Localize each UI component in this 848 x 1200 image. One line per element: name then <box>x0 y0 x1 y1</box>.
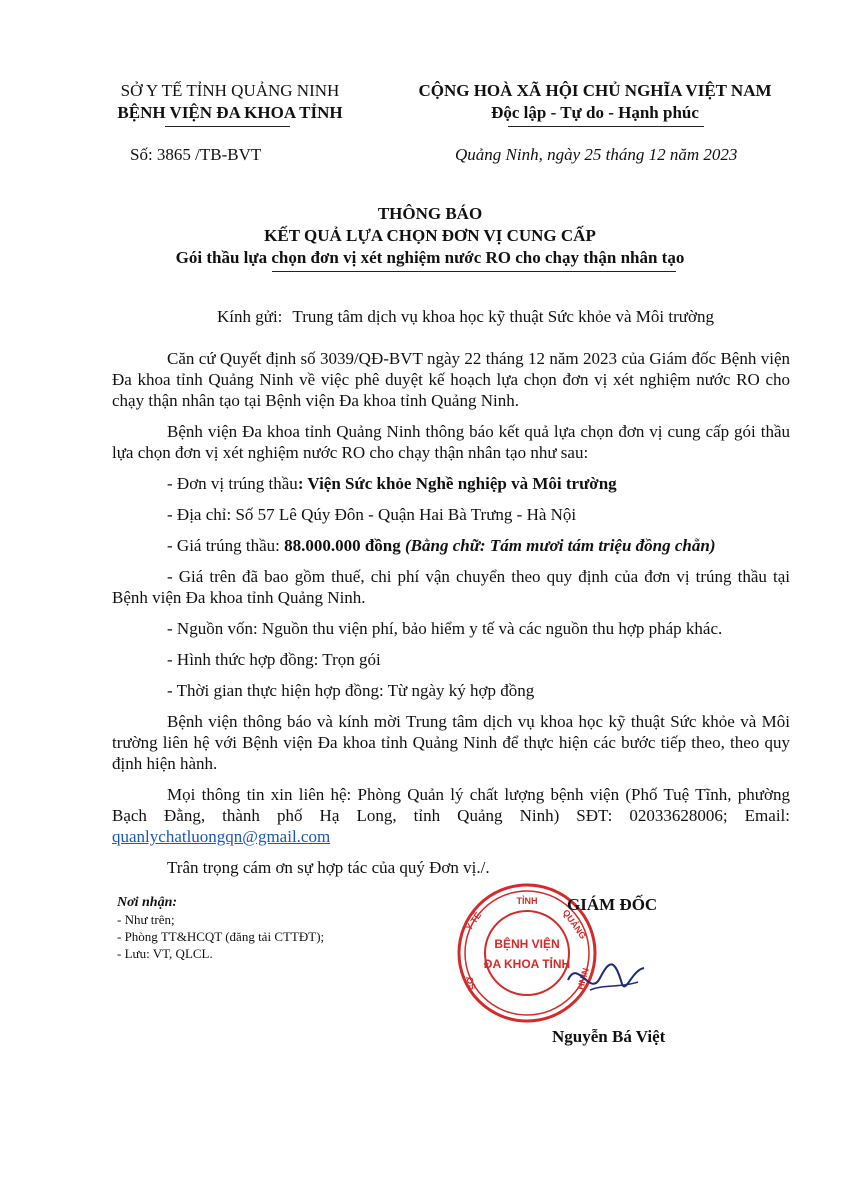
price-note-item: - Giá trên đã bao gồm thuế, chi phí vận chuyển theo quy định của đơn vị trúng thầu tại Bệnh viện Đa khoa tỉnh Quảng Ninh. <box>112 567 790 607</box>
title-line-3: Gói thầu lựa chọn đơn vị xét nghiệm nước RO cho chạy thận nhân tạo <box>175 248 685 267</box>
price-in-words: (Bằng chữ: Tám mươi tám triệu đồng chẵn) <box>400 536 716 555</box>
winner-item <box>112 473 790 494</box>
signer-name: Nguyễn Bá Việt <box>552 1027 666 1046</box>
svg-text:Y TẾ: Y TẾ <box>463 910 484 933</box>
price-value: 88.000.000 đồng <box>284 536 401 555</box>
document-number: Số: 3865 /TB-BVT <box>130 145 262 164</box>
contract-form-item: - Hình thức hợp đồng: Trọn gói <box>167 650 381 669</box>
svg-text:QUẢNG: QUẢNG <box>560 907 589 941</box>
paragraph-invitation: Bệnh viện thông báo và kính mời Trung tâm dịch vụ khoa học kỹ thuật Sức khỏe và Môi trường liên hệ với Bệnh viện Đa khoa tỉnh Quảng Ninh để thực hiện các bước tiếp theo, theo quy định hiện hành. <box>112 712 790 773</box>
contact-text: Mọi thông tin xin liên hệ: Phòng Quản lý chất lượng bệnh viện (Phố Tuệ Tĩnh, phường Bạch Đằng, thành phố Hạ Long, tỉnh Quảng Ninh) SĐT: 02033628006; Email: <box>112 785 790 825</box>
org-line-1: SỞ Y TẾ TỈNH QUẢNG NINH <box>120 81 340 100</box>
recipient-item: - Lưu: VT, QLCL. <box>117 946 213 961</box>
recipients-block <box>117 894 324 962</box>
title-line-1: THÔNG BÁO <box>377 204 483 223</box>
paragraph-announcement: Bệnh viện Đa khoa tỉnh Quảng Ninh thông báo kết quả lựa chọn đơn vị cung cấp gói thầu lựa chọn đơn vị xét nghiệm nước RO cho chạy thận nhân tạo như sau: <box>112 422 790 462</box>
title-underline <box>272 271 676 272</box>
contact-email-link[interactable]: quanlychatluongqn@gmail.com <box>112 827 331 846</box>
nation-line-2: Độc lập - Tự do - Hạnh phúc <box>491 103 699 122</box>
price-label: - Giá trúng thầu: <box>167 536 285 555</box>
svg-text:BỆNH VIỆN: BỆNH VIỆN <box>494 937 560 951</box>
motto-underline <box>508 126 704 127</box>
contract-time-item: - Thời gian thực hiện hợp đồng: Từ ngày ký hợp đồng <box>167 681 535 700</box>
director-signature <box>560 950 650 1010</box>
document-title <box>60 203 800 269</box>
recipient-item: - Phòng TT&HCQT (đăng tải CTTĐT); <box>117 929 325 944</box>
svg-text:NINH: NINH <box>575 966 591 991</box>
svg-text:SỞ: SỞ <box>464 974 479 992</box>
price-item <box>112 535 790 556</box>
paragraph-thanks: Trân trọng cám ơn sự hợp tác của quý Đơn vị./. <box>167 858 490 877</box>
recipient-label: Kính gửi: <box>217 307 283 326</box>
funding-item: - Nguồn vốn: Nguồn thu viện phí, bảo hiểm y tế và các nguồn thu hợp pháp khác. <box>167 619 723 638</box>
issuing-organization <box>100 80 360 124</box>
signer-title: GIÁM ĐỐC <box>567 895 658 914</box>
paragraph-basis: Căn cứ Quyết định số 3039/QĐ-BVT ngày 22 tháng 12 năm 2023 của Giám đốc Bệnh viện Đa khoa tỉnh Quảng Ninh về việc phê duyệt kế hoạch lựa chọn đơn vị xét nghiệm nước RO cho chạy thận nhân tạo tại Bệnh viện Đa khoa tỉnh Quảng Ninh. <box>112 349 790 410</box>
document-date: Quảng Ninh, ngày 25 tháng 12 năm 2023 <box>455 145 738 164</box>
recipient-name: Trung tâm dịch vụ khoa học kỹ thuật Sức khỏe và Môi trường <box>292 307 714 326</box>
recipient-line <box>217 307 714 327</box>
paragraph-contact <box>112 784 790 847</box>
svg-text:ĐA KHOA TỈNH: ĐA KHOA TỈNH <box>483 957 571 971</box>
recipients-label: Nơi nhận: <box>117 895 178 910</box>
winner-label: - Đơn vị trúng thầu <box>167 474 298 493</box>
address-item: - Địa chỉ: Số 57 Lê Qúy Đôn - Quận Hai Bà Trưng - Hà Nội <box>167 505 577 524</box>
svg-text:TỈNH: TỈNH <box>516 896 538 906</box>
recipient-item: - Như trên; <box>117 912 175 927</box>
document-body <box>112 348 790 888</box>
title-line-2: KẾT QUẢ LỰA CHỌN ĐƠN VỊ CUNG CẤP <box>264 226 596 245</box>
nation-line-1: CỘNG HOÀ XÃ HỘI CHỦ NGHĨA VIỆT NAM <box>418 81 772 100</box>
org-underline <box>165 126 290 127</box>
winner-value: : Viện Sức khỏe Nghề nghiệp và Môi trường <box>297 474 617 493</box>
org-line-2: BỆNH VIỆN ĐA KHOA TỈNH <box>117 103 343 122</box>
national-motto <box>395 80 795 124</box>
